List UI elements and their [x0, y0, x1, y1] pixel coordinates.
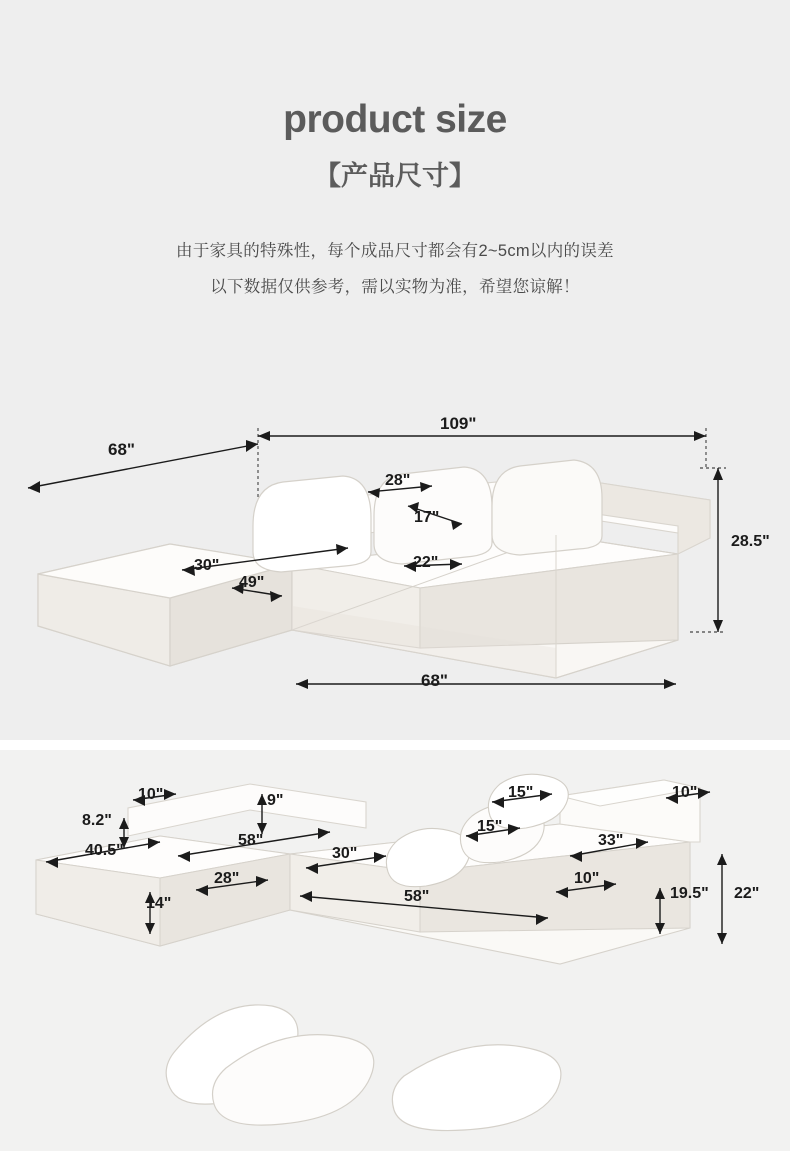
dim-chaise-depth: 30" [194, 557, 220, 574]
dim-back-cushion-width: 28" [385, 472, 411, 489]
dim-chaise-seat-height: 14" [146, 895, 172, 912]
dim-back-height-left: 9" [267, 792, 284, 809]
dim-depth-left: 68" [108, 440, 135, 459]
sofa-topview-svg [0, 750, 790, 1151]
chaise-backrest-bottom [128, 784, 366, 836]
dim-seat-length-right: 58" [404, 888, 430, 905]
dim-pillow-size-1: 15" [508, 784, 534, 801]
dim-seat-front-depth: 10" [574, 870, 600, 887]
dim-overall-height: 28.5" [731, 533, 770, 550]
dim-seat-front-width: 68" [421, 671, 448, 690]
chaise-block-bottom [36, 836, 290, 946]
section-divider [0, 740, 790, 750]
dim-arm-width-left: 10" [138, 786, 164, 803]
dim-seat-depth-inner: 30" [332, 845, 358, 862]
diagram-top-container [0, 348, 790, 740]
page-title-en: product size [283, 98, 507, 141]
diagram-bottom-container [0, 750, 790, 1151]
dim-arm-width-right: 10" [672, 784, 698, 801]
dim-pillow-size-2: 15" [477, 818, 503, 835]
page-title-cn: 【产品尺寸】 [314, 161, 476, 191]
dim-seat-depth: 22" [413, 554, 439, 571]
note-line-1: 由于家具的特殊性，每个成品尺寸都会有2~5cm以内的误差 [176, 242, 614, 260]
note-line-2: 以下数据仅供参考，需以实物为准，希望您谅解！ [210, 278, 580, 296]
dim-back-cushion-height: 17" [414, 509, 440, 526]
header-section [0, 0, 790, 348]
dim-chaise-seat-depth: 28" [214, 870, 240, 887]
dim-width-overall: 109" [440, 414, 477, 433]
loose-pillow-3 [392, 1045, 561, 1131]
dim-back-length-left: 58" [238, 832, 264, 849]
dim-overall-height-right: 22" [734, 885, 760, 902]
dim-arm-thickness: 8.2" [82, 812, 112, 829]
dim-chaise-length: 49" [239, 574, 265, 591]
sofa-perspective-svg [0, 348, 790, 740]
dim-arm-depth-right: 33" [598, 832, 624, 849]
chaise-block [38, 544, 292, 666]
dim-seat-height-right: 19.5" [670, 885, 709, 902]
dim-chaise-width: 40.5" [85, 842, 124, 859]
